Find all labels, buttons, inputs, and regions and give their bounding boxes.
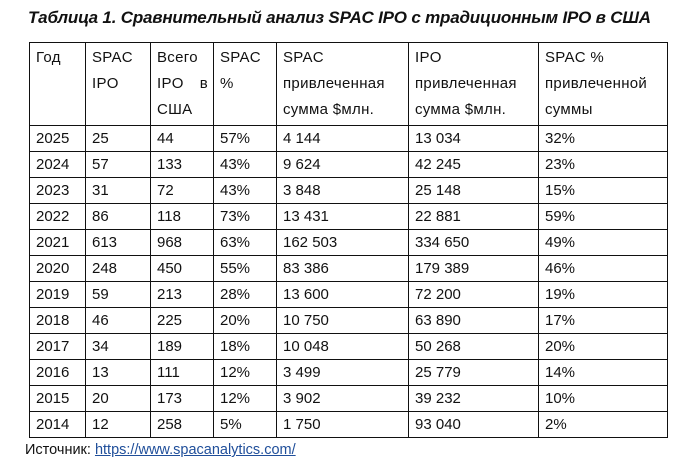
cell-spac-raised: 83 386 (277, 256, 409, 282)
cell-total-ipo: 189 (151, 334, 214, 360)
cell-year: 2017 (30, 334, 86, 360)
header-line: Всего (157, 49, 198, 66)
cell-spac-raised: 10 048 (277, 334, 409, 360)
cell-year: 2021 (30, 230, 86, 256)
header-line: IPO в (157, 75, 208, 92)
header-spac-ipo (86, 43, 151, 126)
cell-ipo-raised: 72 200 (409, 282, 539, 308)
header-line: привлеченной (545, 75, 648, 92)
cell-year: 2023 (30, 178, 86, 204)
cell-year: 2019 (30, 282, 86, 308)
cell-ipo-raised: 50 268 (409, 334, 539, 360)
cell-spac-percent: 5% (214, 412, 277, 438)
cell-ipo-raised: 22 881 (409, 204, 539, 230)
table-body (30, 126, 668, 438)
cell-spac-ipo: 13 (86, 360, 151, 386)
header-line: привлеченная (283, 75, 385, 92)
cell-spac-raised-percent: 59% (539, 204, 668, 230)
cell-ipo-raised: 179 389 (409, 256, 539, 282)
cell-year: 2018 (30, 308, 86, 334)
cell-spac-raised: 3 848 (277, 178, 409, 204)
cell-spac-raised-percent: 23% (539, 152, 668, 178)
source-note (25, 442, 296, 458)
table-row (30, 282, 668, 308)
cell-total-ipo: 44 (151, 126, 214, 152)
cell-spac-raised-percent: 20% (539, 334, 668, 360)
header-line: сумма $млн. (415, 101, 507, 118)
table-row (30, 334, 668, 360)
header-line: % (220, 75, 234, 92)
header-year (30, 43, 86, 126)
cell-spac-raised: 1 750 (277, 412, 409, 438)
table-title: Таблица 1. Сравнительный анализ SPAC IPO с традиционным IPO в США (28, 8, 651, 27)
cell-spac-raised: 162 503 (277, 230, 409, 256)
header-line: суммы (545, 101, 593, 118)
header-line: IPO (92, 75, 119, 92)
table-row (30, 152, 668, 178)
cell-spac-raised-percent: 2% (539, 412, 668, 438)
cell-ipo-raised: 25 779 (409, 360, 539, 386)
cell-spac-ipo: 12 (86, 412, 151, 438)
cell-ipo-raised: 25 148 (409, 178, 539, 204)
source-label: Источник: (25, 442, 91, 458)
table-row (30, 204, 668, 230)
cell-spac-raised-percent: 32% (539, 126, 668, 152)
cell-spac-percent: 63% (214, 230, 277, 256)
table-row (30, 308, 668, 334)
cell-total-ipo: 111 (151, 360, 214, 386)
cell-total-ipo: 225 (151, 308, 214, 334)
table-row (30, 230, 668, 256)
cell-ipo-raised: 63 890 (409, 308, 539, 334)
cell-spac-raised: 3 902 (277, 386, 409, 412)
cell-spac-raised-percent: 19% (539, 282, 668, 308)
cell-spac-ipo: 34 (86, 334, 151, 360)
cell-spac-ipo: 20 (86, 386, 151, 412)
cell-spac-ipo: 31 (86, 178, 151, 204)
cell-spac-percent: 57% (214, 126, 277, 152)
header-line: SPAC (92, 49, 133, 66)
cell-ipo-raised: 13 034 (409, 126, 539, 152)
header-row (30, 43, 668, 126)
header-line: IPO (415, 49, 442, 66)
comparison-table (29, 42, 668, 438)
cell-spac-raised: 10 750 (277, 308, 409, 334)
header-line: Год (36, 49, 61, 66)
cell-spac-raised-percent: 49% (539, 230, 668, 256)
header-line: сумма $млн. (283, 101, 375, 118)
header-line: США (157, 101, 193, 118)
cell-spac-percent: 43% (214, 152, 277, 178)
cell-spac-percent: 73% (214, 204, 277, 230)
cell-total-ipo: 118 (151, 204, 214, 230)
cell-total-ipo: 133 (151, 152, 214, 178)
cell-ipo-raised: 93 040 (409, 412, 539, 438)
cell-ipo-raised: 42 245 (409, 152, 539, 178)
cell-spac-ipo: 46 (86, 308, 151, 334)
cell-spac-percent: 28% (214, 282, 277, 308)
table-row (30, 126, 668, 152)
cell-spac-percent: 55% (214, 256, 277, 282)
cell-total-ipo: 72 (151, 178, 214, 204)
table-row (30, 386, 668, 412)
cell-spac-raised: 4 144 (277, 126, 409, 152)
cell-ipo-raised: 334 650 (409, 230, 539, 256)
cell-total-ipo: 968 (151, 230, 214, 256)
cell-spac-ipo: 86 (86, 204, 151, 230)
cell-spac-percent: 20% (214, 308, 277, 334)
header-line: привлеченная (415, 75, 517, 92)
header-line: SPAC (220, 49, 261, 66)
cell-spac-ipo: 59 (86, 282, 151, 308)
header-line: SPAC % (545, 49, 605, 66)
cell-year: 2020 (30, 256, 86, 282)
cell-ipo-raised: 39 232 (409, 386, 539, 412)
cell-spac-percent: 12% (214, 360, 277, 386)
cell-spac-raised-percent: 14% (539, 360, 668, 386)
cell-total-ipo: 213 (151, 282, 214, 308)
table-row (30, 360, 668, 386)
cell-spac-percent: 12% (214, 386, 277, 412)
cell-total-ipo: 258 (151, 412, 214, 438)
cell-spac-percent: 18% (214, 334, 277, 360)
table-row (30, 412, 668, 438)
header-spac-percent (214, 43, 277, 126)
cell-year: 2024 (30, 152, 86, 178)
cell-spac-ipo: 248 (86, 256, 151, 282)
cell-year: 2014 (30, 412, 86, 438)
cell-spac-raised-percent: 10% (539, 386, 668, 412)
cell-spac-raised-percent: 15% (539, 178, 668, 204)
header-spac-raised (277, 43, 409, 126)
cell-spac-raised-percent: 46% (539, 256, 668, 282)
header-spac-raised-percent (539, 43, 668, 126)
cell-spac-raised: 3 499 (277, 360, 409, 386)
cell-spac-ipo: 25 (86, 126, 151, 152)
source-link[interactable]: https://www.spacanalytics.com/ (94, 442, 296, 458)
cell-spac-ipo: 57 (86, 152, 151, 178)
cell-spac-raised: 13 600 (277, 282, 409, 308)
cell-total-ipo: 173 (151, 386, 214, 412)
header-total-ipo-us (151, 43, 214, 126)
cell-total-ipo: 450 (151, 256, 214, 282)
header-ipo-raised (409, 43, 539, 126)
cell-spac-raised-percent: 17% (539, 308, 668, 334)
cell-spac-raised: 9 624 (277, 152, 409, 178)
cell-year: 2016 (30, 360, 86, 386)
cell-spac-percent: 43% (214, 178, 277, 204)
cell-year: 2022 (30, 204, 86, 230)
table-row (30, 178, 668, 204)
cell-spac-ipo: 613 (86, 230, 151, 256)
cell-year: 2025 (30, 126, 86, 152)
cell-spac-raised: 13 431 (277, 204, 409, 230)
cell-year: 2015 (30, 386, 86, 412)
header-line: SPAC (283, 49, 324, 66)
table-row (30, 256, 668, 282)
